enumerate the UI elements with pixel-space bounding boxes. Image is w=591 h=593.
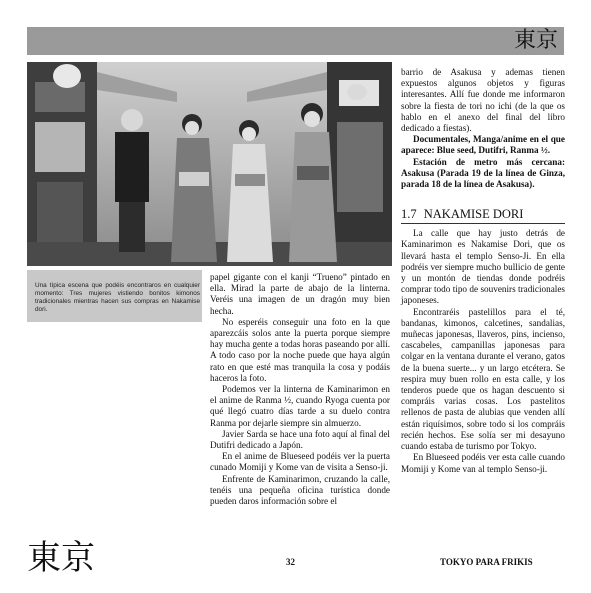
photo-caption: Una típica escena que podéis encontraros en cualquier momento: Tres mujeres vistiendo bonitos kimonos tradicionales mientras hacen sus compras en Nakamise dori.	[35, 282, 200, 313]
nearest-metro: Estación de metro más cercana: Asakusa (Parada 19 de la línea de Ginza, parada 18 de la línea de Asakusa).	[401, 156, 565, 190]
paragraph: Enfrente de Kaminarimon, cruzando la calle, tenéis una pequeña oficina turística donde pueden daros información sobre el	[210, 473, 390, 507]
paragraph: En el anime de Blueseed podéis ver la puerta cunado Momiji y Kome van de visita a Senso-ji.	[210, 451, 390, 473]
header-bar	[27, 27, 564, 55]
street-photo	[27, 62, 392, 266]
middle-column	[210, 272, 390, 507]
paragraph: barrio de Asakusa y ademas tienen expuestos algunos objetos y figuras interesantes. Allí fue donde me informaron sobre la fiesta de tori no ichi (de la que os hablo en el anexo del final del libro dedicado a fiestas).	[401, 67, 565, 134]
paragraph: Javier Sarda se hace una foto aquí al final del Dutifri dedicado a Japón.	[210, 428, 390, 451]
paragraph: La calle que hay justo detrás de Kaminarimon es Nakamise Dori, que os llevará hasta el templo Senso-Ji. En ella podréis ver siempre mucho bullicio de gente y un montón de tiendas donde podréis comprar todo tipo de souvenirs tradicionales japoneses.	[401, 228, 565, 306]
paragraph: En Blueseed podéis ver esta calle cuando Momiji y Kome van al templo Senso-ji.	[401, 452, 565, 474]
book-title: TOKYO PARA FRIKIS	[440, 557, 533, 567]
section-heading	[401, 206, 565, 224]
footer-kanji: 東京	[27, 538, 95, 578]
page-number: 32	[286, 557, 295, 567]
paragraph: papel gigante con el kanji “Trueno” pintado en ella. Mirad la parte de abajo de la linterna. Veréis una imagen de un dragón muy bien hecha.	[210, 272, 390, 316]
photo-caption-box	[27, 270, 202, 322]
paragraph: No esperéis conseguir una foto en la que aparezcáis solos ante la puerta porque siempre hay mucha gente a todas horas paseando por allí. A todo caso por la noche puede que haya algún rato en que esté mas tranquila la cosa y podáis haceros la foto.	[210, 316, 390, 383]
paragraph: Podemos ver la linterna de Kaminarimon en el anime de Ranma ½, cuando Ryoga cuenta por qué llegó cuatro días tarde a su duelo contra Ranma por dejarle siempre sin almuerzo.	[210, 384, 390, 428]
media-references: Documentales, Manga/anime en el que aparece: Blue seed, Dutifri, Ranma ½.	[401, 134, 565, 156]
paragraph: Encontraréis pastelillos para el té, bandanas, kimonos, calcetines, sandalias, muñecas japonesas, llaveros, pins, incienso, cascabeles, campanillas japonesas para colgar en la ventana durante el verano, gatos de la buena suerte... y un largo etcétera. Se respira muy buen rollo en esta calle, y los tenderos puede que os hagan descuento si compráis varias cosas. Los pastelitos rellenos de pasta de alubias que venden allí están riquísimos, sobre todo si los compráis recién hechos. Ese solía ser mi desayuno cuando estaba de turismo por Tokyo.	[401, 306, 565, 452]
section-title: NAKAMISE DORI	[423, 207, 524, 222]
photo-illustration	[27, 62, 392, 266]
section-number: 1.7	[401, 207, 417, 222]
header-kanji: 東京	[513, 28, 558, 53]
right-column	[401, 67, 565, 475]
